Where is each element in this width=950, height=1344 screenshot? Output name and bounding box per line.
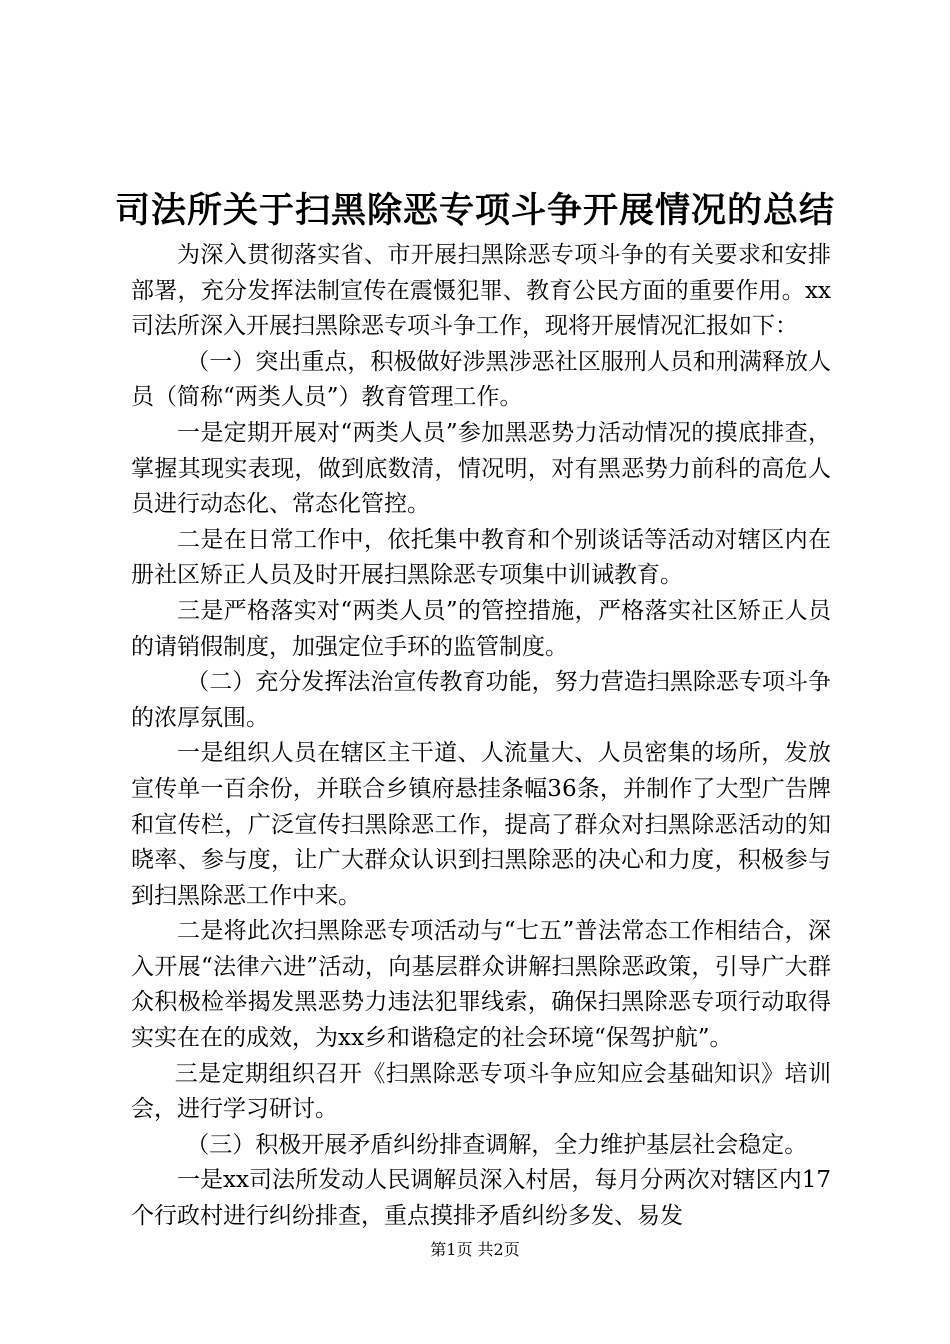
paragraph-section-1-item-1: 一是定期开展对“两类人员”参加黑恶势力活动情况的摸底排查，掌握其现实表现，做到底数清，情况明，对有黑恶势力前科的高危人员进行动态化、常态化管控。	[131, 419, 831, 518]
document-title: 司法所关于扫黑除恶专项斗争开展情况的总结	[114, 190, 835, 231]
paragraph-section-1-item-3: 三是严格落实对“两类人员”的管控措施，严格落实社区矫正人员的请销假制度，加强定位手环的监管制度。	[131, 597, 831, 660]
paragraph-section-2-item-1: 一是组织人员在辖区主干道、人流量大、人员密集的场所，发放宣传单一百余份，并联合乡镇府悬挂条幅36条，并制作了大型广告牌和宣传栏，广泛宣传扫黑除恶工作，提高了群众对扫黑除恶活动的知晓率、参与度，让广大群众认识到扫黑除恶的决心和力度，积极参与到扫黑除恶工作中来。	[131, 740, 831, 909]
page-footer: 第1页 共2页	[430, 1240, 520, 1259]
paragraph-section-1-item-2: 二是在日常工作中，依托集中教育和个别谈话等活动对辖区内在册社区矫正人员及时开展扫黑除恶专项集中训诫教育。	[131, 526, 831, 589]
paragraph-section-1-heading: （一）突出重点，积极做好涉黑涉恶社区服刑人员和刑满释放人员（简称“两类人员”）教育管理工作。	[131, 348, 831, 411]
paragraph-section-3-heading: （三）积极开展矛盾纠纷排查调解，全力维护基层社会稳定。	[186, 1131, 808, 1158]
paragraph-section-3-item-1: 一是xx司法所发动人民调解员深入村居，每月分两次对辖区内17个行政村进行纠纷排查，重点摸排矛盾纠纷多发、易发	[131, 1167, 831, 1230]
paragraph-section-2-item-3: 三是定期组织召开《扫黑除恶专项斗争应知应会基础知识》培训会，进行学习研讨。	[131, 1060, 831, 1123]
paragraph-intro: 为深入贯彻落实省、市开展扫黑除恶专项斗争的有关要求和安排部署，充分发挥法制宣传在震慑犯罪、教育公民方面的重要作用。xx司法所深入开展扫黑除恶专项斗争工作，现将开展情况汇报如下：	[131, 242, 831, 340]
paragraph-section-2-item-2: 二是将此次扫黑除恶专项活动与“七五”普法常态工作相结合，深入开展“法律六进”活动，向基层群众讲解扫黑除恶政策，引导广大群众积极检举揭发黑恶势力违法犯罪线索，确保扫黑除恶专项行动取得实实在在的成效，为xx乡和谐稳定的社会环境“保驾护航”。	[131, 918, 831, 1052]
paragraph-section-2-heading: （二）充分发挥法治宣传教育功能，努力营造扫黑除恶专项斗争的浓厚氛围。	[131, 669, 831, 731]
document-body	[131, 238, 831, 1235]
